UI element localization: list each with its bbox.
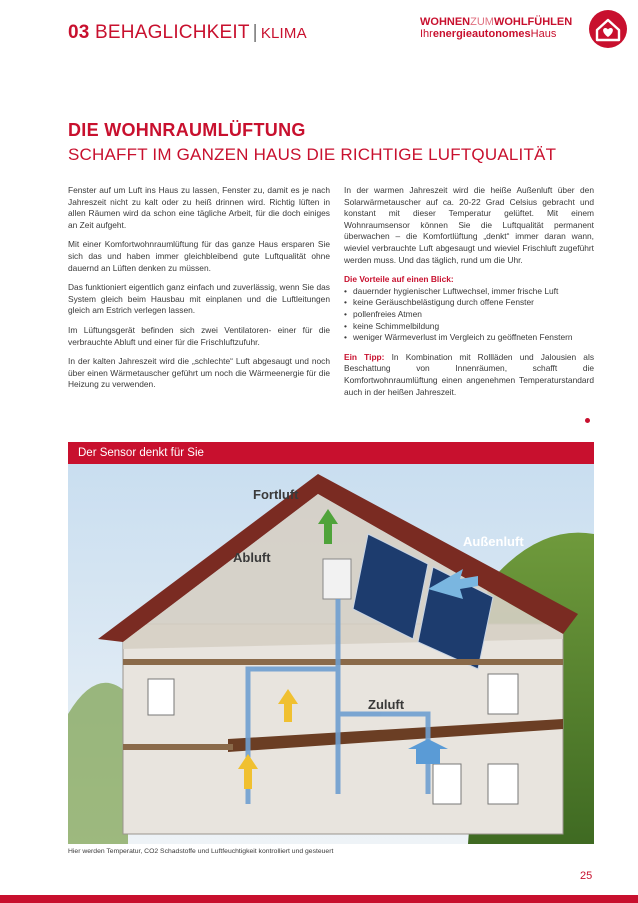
- figure-caption: Hier werden Temperatur, CO2 Schadstoffe und Luftfeuchtigkeit kontrolliert und gesteuert: [68, 848, 334, 855]
- right-text-column: [344, 185, 594, 406]
- brand-word-wohnen: WOHNEN: [420, 16, 471, 28]
- tip-paragraph: [344, 352, 594, 398]
- header-separator: |: [252, 22, 258, 43]
- page-subtitle: SCHAFFT IM GANZEN HAUS DIE RICHTIGE LUFTQUALITÄT: [68, 145, 557, 164]
- section-title: BEHAGLICHKEIT: [95, 22, 250, 43]
- paragraph: In der kalten Jahreszeit wird die „schlechte“ Luft abgesaugt und noch über einen Wärmetauscher geführt um noch die Wärmeenergie für die Heizung zu verwenden.: [68, 356, 330, 390]
- paragraph: Das funktioniert eigentlich ganz einfach und zuverlässig, wenn Sie das System gleich beim Hausbau mit einplanen und die Luftleitungen gleich am Estrich verlegen lassen.: [68, 282, 330, 316]
- tip-heading: Ein Tipp:: [344, 351, 385, 362]
- advantages-heading: Die Vorteile auf einen Blick:: [344, 274, 454, 285]
- upper-floor-left: [123, 744, 233, 750]
- paragraph: Fenster auf um Luft ins Haus zu lassen, Fenster zu, damit es je nach Jahreszeit nicht zu kalt oder zu heiß drinnen wird. Richtig lüften in allen Räumen wird da schon eine tägliche Arbeit, für die doch einiges an Zeit aufgeht.: [68, 185, 330, 230]
- brand-line-2: [420, 28, 580, 40]
- list-item: • keine Schimmelbildung: [344, 321, 594, 333]
- page-title: DIE WOHNRAUMLÜFTUNG: [68, 120, 306, 140]
- house-heart-logo-icon: [589, 10, 627, 48]
- brand-word-haus: Haus: [530, 28, 557, 40]
- list-item: • dauernder hygienischer Luftwechsel, immer frische Luft: [344, 286, 594, 298]
- ventilation-house-illustration: [68, 464, 594, 844]
- brand-word-zum: ZUM: [470, 16, 494, 28]
- label-fortluft: Fortluft: [253, 487, 299, 502]
- left-text-column: [68, 185, 330, 399]
- tip-text: In Kombination mit Rollläden und Jalousien als Beschattung von Innenräumen, schafft die Komfortwohnraumlüftung einen angenehmen Temperaturstandard auch in der heißen Jahreszeit.: [344, 351, 595, 397]
- label-aussenluft: Außenluft: [463, 534, 524, 549]
- house-cutaway-drawing: [68, 464, 594, 844]
- label-abluft: Abluft: [233, 550, 271, 565]
- paragraph: In der warmen Jahreszeit wird die heiße Außenluft über den Solarwärmetauscher auf ca. 20-22 Grad Celsius gebracht und konstant mit dieser Temperatur gelüftet. Mit einem Wohnraumsensor können Sie die Luftqualität permanent überwachen – die Komfortlüftung „denkt“ immer daran wann, wieviel verbrauchte Luft abgesaugt und wieviel Frischluft zugeführt werden muss. Und das täglich, rund um die Uhr.: [344, 185, 594, 265]
- brand-tagline: [420, 16, 580, 40]
- bottom-accent-bar: [0, 895, 638, 903]
- subsection-title: KLIMA: [260, 25, 307, 42]
- paragraph: Im Lüftungsgerät befinden sich zwei Ventilatoren- einer für die verbrauchte Abluft und einer für die Frischluftzufuhr.: [68, 324, 330, 347]
- advantages-list: [344, 286, 594, 344]
- brand-word-energieautonomes: energieautonomes: [432, 28, 531, 40]
- list-item: • weniger Wärmeverlust im Vergleich zu geöffneten Fenstern: [344, 332, 594, 344]
- bush: [68, 683, 128, 844]
- end-of-text-dot-icon: [585, 418, 590, 423]
- section-header: [68, 22, 307, 44]
- paragraph: Mit einer Komfortwohnraumlüftung für das ganze Haus ersparen Sie sich das und haben immer gleichbleibend gute Luftqualität ohne dauernd an Lüften denken zu müssen.: [68, 239, 330, 273]
- list-item: • keine Geräuschbelästigung durch offene Fenster: [344, 297, 594, 309]
- attic-floor: [123, 659, 563, 665]
- label-zuluft: Zuluft: [368, 697, 405, 712]
- brand-word-wohlfuehlen: WOHLFÜHLEN: [493, 16, 573, 28]
- brand-line-1: [420, 16, 580, 28]
- brand-word-ihr: Ihr: [420, 28, 433, 40]
- ventilation-unit: [323, 559, 351, 599]
- page-number: 25: [580, 870, 593, 882]
- section-number: 03: [68, 22, 90, 43]
- list-item: • pollenfreies Atmen: [344, 309, 594, 321]
- figure-banner: Der Sensor denkt für Sie: [68, 442, 594, 464]
